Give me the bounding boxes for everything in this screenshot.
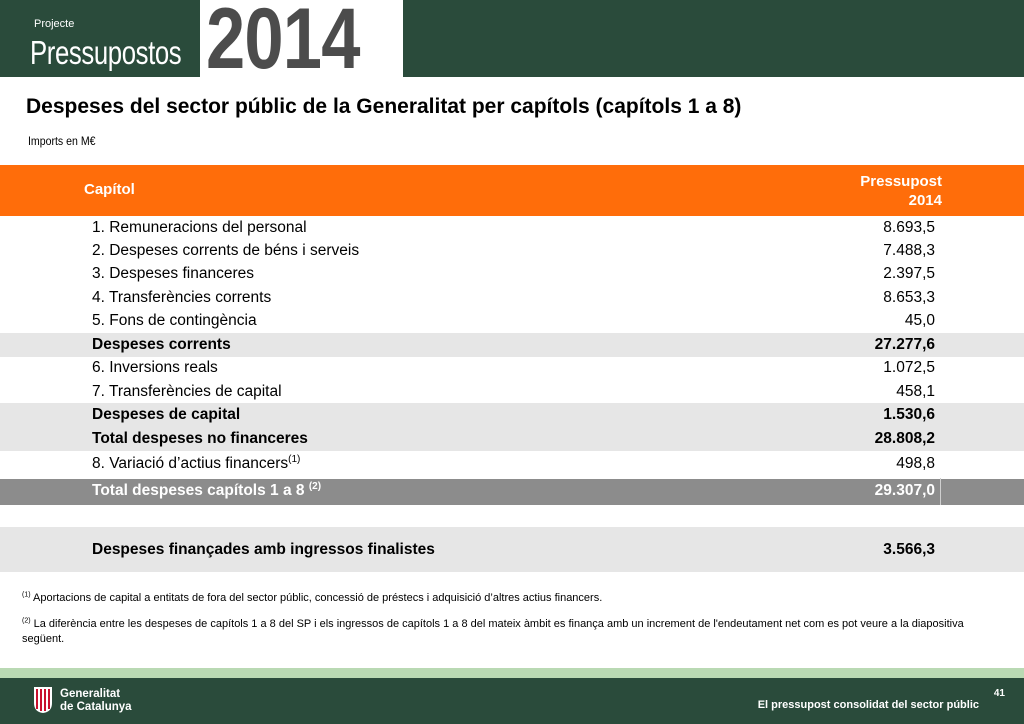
- subtotal-row-despeses-corrents: [0, 333, 1024, 357]
- row-value: 2.397,5: [883, 265, 935, 282]
- row-value: 8.653,3: [883, 289, 935, 306]
- column-header-capitol: Capítol: [84, 181, 135, 198]
- footnote-2-text: La diferència entre les despeses de capítols 1 a 8 del SP i els ingressos de capítols 1 a 8 del mateix àmbit es finança amb un increment de l'endeutament net com es pot veure a la diapositiva següent.: [22, 618, 964, 645]
- finalistes-value: 3.566,3: [883, 541, 935, 558]
- footer-green-strip: [0, 668, 1024, 678]
- footer-caption: El pressupost consolidat del sector públic: [757, 699, 979, 711]
- page-title: Despeses del sector públic de la Generalitat per capítols (capítols 1 a 8): [26, 95, 742, 118]
- finalistes-label: Despeses finançades amb ingressos finalistes: [92, 541, 435, 558]
- subtotal-row-no-financeres: [0, 427, 1024, 451]
- row-label-text: 8. Variació d’actius financers: [92, 455, 289, 472]
- footnote-1: [22, 591, 1002, 606]
- row-value: 29.307,0: [874, 482, 935, 499]
- total-row: [0, 479, 1024, 505]
- row-label: 2. Despeses corrents de béns i serveis: [92, 242, 360, 259]
- row-label: [92, 455, 300, 473]
- logo-line-1: Generalitat: [60, 688, 121, 700]
- header-projecte: Projecte: [34, 18, 75, 30]
- row-label: Despeses corrents: [92, 336, 231, 353]
- table-row: [0, 380, 1024, 404]
- generalitat-logo-icon: [33, 686, 53, 714]
- row-value: 28.808,2: [874, 430, 935, 447]
- table-row: [0, 262, 1024, 286]
- table-row: [0, 309, 1024, 333]
- row-value: 1.530,6: [883, 406, 935, 423]
- row-value: 458,1: [896, 383, 935, 400]
- generalitat-logo-text: [60, 688, 132, 714]
- footnote-marker: (2): [308, 480, 322, 492]
- row-value: 1.072,5: [883, 359, 935, 376]
- row-label: 5. Fons de contingència: [92, 312, 257, 329]
- row-label: 1. Remuneracions del personal: [92, 219, 307, 236]
- column-divider: [940, 478, 941, 505]
- page-number: 41: [993, 688, 1005, 699]
- table-row: [0, 216, 1024, 240]
- column-header-pressupost-line2: 2014: [908, 192, 942, 209]
- row-label: Total despeses no financeres: [92, 430, 308, 447]
- row-label: Despeses de capital: [92, 406, 241, 423]
- footnote-1-mark: (1): [22, 591, 31, 599]
- row-value: 27.277,6: [874, 336, 935, 353]
- footnote-1-text: Aportacions de capital a entitats de fora del sector públic, concessió de préstecs i adquisició d’altres actius financers.: [30, 592, 603, 604]
- logo-line-2: de Catalunya: [60, 701, 132, 713]
- row-label-text: Total despeses capítols 1 a 8: [92, 482, 309, 499]
- table-row: [0, 356, 1024, 380]
- row-label: 3. Despeses financeres: [92, 265, 254, 282]
- footnote-2: [22, 617, 1007, 647]
- page-subtitle: Imports en M€: [28, 134, 96, 148]
- column-header-pressupost-line1: Pressupost: [860, 173, 942, 190]
- row-label: 6. Inversions reals: [92, 359, 218, 376]
- footnote-2-mark: (2): [22, 617, 31, 625]
- row-label: 7. Transferències de capital: [92, 383, 282, 400]
- row-label: [92, 482, 321, 500]
- row-value: 8.693,5: [883, 219, 935, 236]
- row-value: 498,8: [896, 455, 935, 472]
- table-row: [0, 286, 1024, 310]
- header-year: 2014: [206, 0, 360, 87]
- row-value: 45,0: [904, 312, 935, 329]
- row-label: 4. Transferències corrents: [92, 289, 272, 306]
- header-pressupostos: Pressupostos: [30, 34, 182, 71]
- footnote-marker: (1): [288, 453, 301, 465]
- row-value: 7.488,3: [883, 242, 935, 259]
- subtotal-row-despeses-capital: [0, 403, 1024, 427]
- column-header-pressupost: [820, 172, 942, 210]
- table-row: [0, 239, 1024, 263]
- table-row: [0, 452, 1024, 476]
